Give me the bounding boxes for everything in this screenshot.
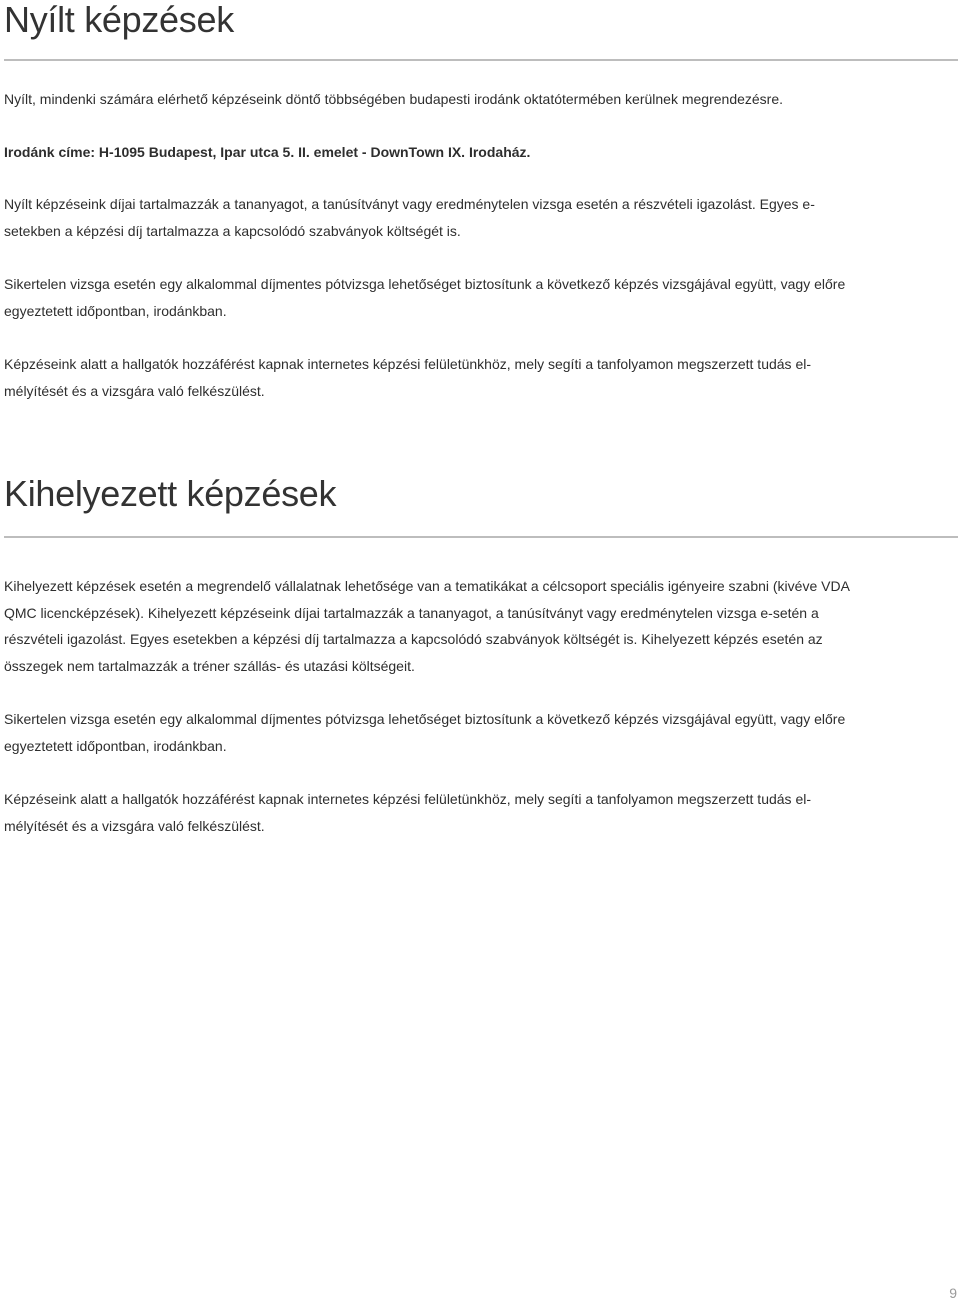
section-divider [4,536,958,538]
section-title-onsite-trainings: Kihelyezett képzések [4,473,337,514]
paragraph-fees: Nyílt képzéseink díjai tartalmazzák a tananyagot, a tanúsítványt vagy eredménytelen vizsga esetén a részvételi igazolást. Egyes e-setekben a képzési díj tartalmazza a kapcsolódó szabványok költségét is. [4,196,815,239]
section-title-open-trainings: Nyílt képzések [4,0,234,40]
paragraph-office-address: Irodánk címe: H-1095 Budapest, Ipar utca 5. II. emelet - DownTown IX. Irodaház. [4,144,531,160]
section-divider [4,59,958,61]
paragraph-online-access: Képzéseink alatt a hallgatók hozzáférést kapnak internetes képzési felületünkhöz, mely segíti a tanfolyamon megszerzett tudás el-mélyítését és a vizsgára való felkészülést. [4,356,812,399]
paragraph-intro: Nyílt, mindenki számára elérhető képzéseink döntő többségében budapesti irodánk oktatótermében kerülnek megrendezésre. [4,91,784,107]
paragraph-online-access: Képzéseink alatt a hallgatók hozzáférést kapnak internetes képzési felületünkhöz, mely segíti a tanfolyamon megszerzett tudás el-mélyítését és a vizsgára való felkészülést. [4,791,812,834]
paragraph-retake-exam: Sikertelen vizsga esetén egy alkalommal díjmentes pótvizsga lehetőséget biztosítunk a következő képzés vizsgájával együtt, vagy előre egyeztetett időpontban, irodánkban. [4,711,846,754]
paragraph-retake-exam: Sikertelen vizsga esetén egy alkalommal díjmentes pótvizsga lehetőséget biztosítunk a következő képzés vizsgájával együtt, vagy előre egyeztetett időpontban, irodánkban. [4,276,846,319]
page-number: 9 [949,1285,957,1301]
paragraph-onsite-details: Kihelyezett képzések esetén a megrendelő vállalatnak lehetősége van a tematikákat a célcsoport speciális igényeire szabni (kivéve VDA QMC licencképzések). Kihelyezett képzéseink díjai tartalmazzák a tananyagot, a tanúsítványt vagy eredménytelen vizsga e-setén a részvételi igazolást. Egyes esetekben a képzési díj tartalmazza a kapcsolódó szabványok költségét is. Kihelyezett képzés esetén az összegek nem tartalmazzák a tréner szállás- és utazási költségeit. [4,578,850,674]
